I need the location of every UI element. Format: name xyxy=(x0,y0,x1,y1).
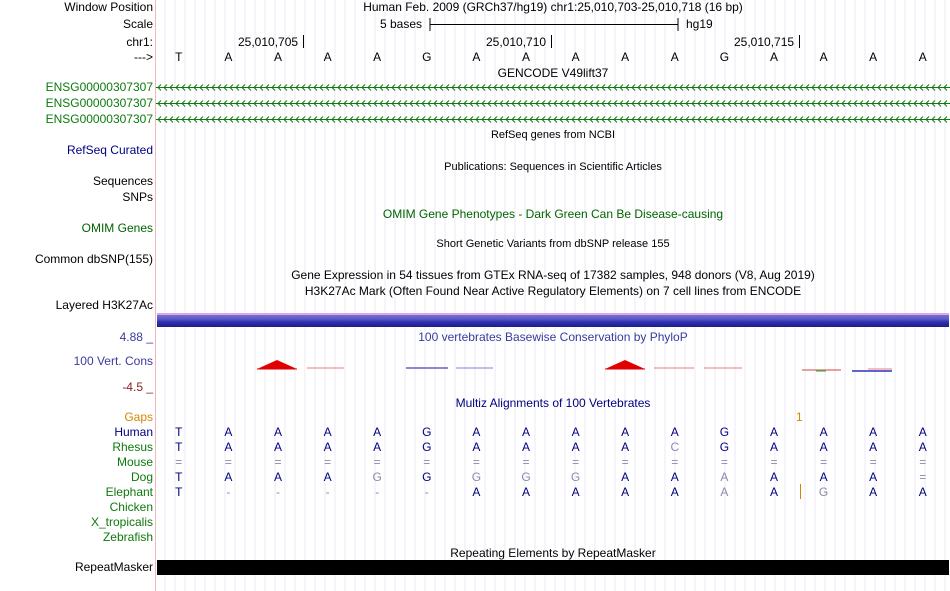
aligned-base: A xyxy=(621,470,630,484)
aligned-base: G xyxy=(422,470,432,484)
gtex-track-title[interactable]: Gene Expression in 54 tissues from GTEx RNA-seq of 17382 samples, 948 donors (V8, Aug 2019) xyxy=(291,268,815,282)
ruler-tick-mark-3 xyxy=(799,35,800,48)
aligned-base: A xyxy=(869,485,878,499)
gencode-gene-feature-3[interactable] xyxy=(156,113,950,126)
aligned-base: - xyxy=(275,485,280,499)
aligned-base: A xyxy=(224,440,233,454)
reference-base: A xyxy=(472,50,481,64)
reference-base: A xyxy=(323,50,332,64)
reference-base: G xyxy=(422,50,432,64)
aligned-base: A xyxy=(323,425,332,439)
aligned-base: A xyxy=(273,425,282,439)
aligned-base: A xyxy=(869,470,878,484)
reference-base: T xyxy=(175,50,183,64)
aligned-base: A xyxy=(819,440,828,454)
aligned-base: A xyxy=(571,425,580,439)
phylop-label[interactable]: 100 Vert. Cons xyxy=(73,354,153,368)
aligned-base: T xyxy=(175,425,183,439)
scale-bases-text: 5 bases xyxy=(380,17,423,31)
reference-base: A xyxy=(769,50,778,64)
aligned-base: = xyxy=(175,455,183,469)
ruler-tick-mark-1 xyxy=(303,35,304,48)
aligned-base: A xyxy=(670,485,679,499)
reference-base: A xyxy=(521,50,530,64)
aligned-base: G xyxy=(372,470,382,484)
window-position-label: Window Position xyxy=(64,0,153,14)
aligned-base: G xyxy=(818,485,829,499)
repeatmasker-track-title[interactable]: Repeating Elements by RepeatMasker xyxy=(450,546,656,560)
aligned-base: T xyxy=(175,470,183,484)
gencode-gene-label-1[interactable]: ENSG00000307307 xyxy=(45,80,153,94)
dbsnp-label[interactable]: Common dbSNP(155) xyxy=(34,252,153,266)
gaps-label[interactable]: Gaps xyxy=(124,410,153,424)
multiz-track-title[interactable]: Multiz Alignments of 100 Vertebrates xyxy=(455,396,651,410)
aligned-base: A xyxy=(472,485,481,499)
aligned-base: A xyxy=(323,440,332,454)
species-label[interactable]: Dog xyxy=(130,470,153,484)
aligned-base: A xyxy=(918,440,927,454)
species-label[interactable]: Mouse xyxy=(116,455,153,469)
aligned-base: A xyxy=(323,470,332,484)
aligned-base: A xyxy=(769,485,778,499)
repeatmasker-label[interactable]: RepeatMasker xyxy=(74,560,153,574)
aligned-base: A xyxy=(521,425,530,439)
reference-base: A xyxy=(571,50,580,64)
aligned-base: = xyxy=(274,455,282,469)
h3k27ac-signal-bar[interactable] xyxy=(157,313,949,327)
gencode-gene-feature-2[interactable] xyxy=(156,97,950,110)
publications-snps-label[interactable]: SNPs xyxy=(122,190,153,204)
aligned-base: G xyxy=(422,425,432,439)
window-position-value[interactable]: Human Feb. 2009 (GRCh37/hg19) chr1:25,010,703-25,010,718 (16 bp) xyxy=(363,0,743,14)
aligned-base: A xyxy=(670,425,679,439)
repeatmasker-element[interactable] xyxy=(157,560,949,575)
aligned-base: = xyxy=(572,455,580,469)
aligned-base: A xyxy=(769,425,778,439)
reference-base: A xyxy=(224,50,233,64)
aligned-base: - xyxy=(226,485,231,499)
aligned-base: A xyxy=(472,425,481,439)
scale-label: Scale xyxy=(122,17,153,31)
reference-base: A xyxy=(621,50,630,64)
species-label[interactable]: Chicken xyxy=(109,500,153,514)
aligned-base: T xyxy=(175,485,183,499)
aligned-base: A xyxy=(769,470,778,484)
reference-base: A xyxy=(670,50,679,64)
dbsnp-track-title[interactable]: Short Genetic Variants from dbSNP release 155 xyxy=(436,238,670,250)
omim-track-title[interactable]: OMIM Gene Phenotypes - Dark Green Can Be Disease-causing xyxy=(382,207,724,221)
aligned-base: G xyxy=(719,425,730,439)
aligned-base: = xyxy=(869,455,877,469)
refseq-track-title[interactable]: RefSeq genes from NCBI xyxy=(490,129,616,141)
ruler-tick-3: 25,010,715 xyxy=(734,35,795,49)
aligned-base: A xyxy=(918,425,927,439)
phylop-min-label: -4.5 _ xyxy=(122,380,153,394)
species-label[interactable]: Rhesus xyxy=(112,440,153,454)
phylop-signal-plot[interactable] xyxy=(156,358,950,376)
aligned-base: = xyxy=(671,455,679,469)
species-label[interactable]: Human xyxy=(114,425,153,439)
gencode-track-title[interactable]: GENCODE V49lift37 xyxy=(497,66,609,80)
aligned-base: A xyxy=(373,425,382,439)
ruler-tick-mark-2 xyxy=(551,35,552,48)
reference-base: G xyxy=(719,50,730,64)
aligned-base: A xyxy=(571,440,580,454)
aligned-base: G xyxy=(719,440,730,454)
aligned-base: A xyxy=(869,440,878,454)
aligned-base: = xyxy=(820,455,828,469)
aligned-base: = xyxy=(919,455,927,469)
gaps-marker: 1 xyxy=(796,410,803,424)
scale-assembly-text: hg19 xyxy=(686,17,713,31)
reference-base: A xyxy=(273,50,282,64)
aligned-base: A xyxy=(918,485,927,499)
aligned-base: A xyxy=(472,440,481,454)
aligned-base: A xyxy=(720,485,729,499)
ruler-tick-2: 25,010,710 xyxy=(486,35,547,49)
publications-track-title[interactable]: Publications: Sequences in Scientific Articles xyxy=(444,161,662,173)
elephant-insertion-marker xyxy=(800,484,801,499)
omim-label[interactable]: OMIM Genes xyxy=(81,221,153,235)
aligned-base: G xyxy=(422,440,432,454)
h3k27ac-label[interactable]: Layered H3K27Ac xyxy=(55,298,153,312)
aligned-base: G xyxy=(471,470,482,484)
scale-bar xyxy=(428,17,680,32)
publications-sequences-label[interactable]: Sequences xyxy=(92,174,153,188)
refseq-label[interactable]: RefSeq Curated xyxy=(66,143,153,157)
aligned-base: A xyxy=(621,425,630,439)
aligned-base: A xyxy=(373,440,382,454)
aligned-base: = xyxy=(423,455,431,469)
species-label[interactable]: Elephant xyxy=(105,485,153,499)
gencode-gene-label-2[interactable]: ENSG00000307307 xyxy=(45,96,153,110)
aligned-base: = xyxy=(224,455,232,469)
aligned-base: A xyxy=(521,440,530,454)
aligned-base: = xyxy=(621,455,629,469)
aligned-base: A xyxy=(521,485,530,499)
aligned-base: A xyxy=(273,470,282,484)
aligned-base: A xyxy=(869,425,878,439)
chrom-label: chr1: xyxy=(126,35,153,49)
aligned-base: A xyxy=(224,470,233,484)
reference-base: A xyxy=(869,50,878,64)
aligned-base: = xyxy=(522,455,530,469)
aligned-base: = xyxy=(919,470,927,484)
aligned-base: - xyxy=(325,485,330,499)
aligned-base: A xyxy=(621,440,630,454)
aligned-base: = xyxy=(472,455,480,469)
reference-base: A xyxy=(918,50,927,64)
aligned-base: A xyxy=(769,440,778,454)
aligned-base: A xyxy=(819,425,828,439)
aligned-base: C xyxy=(670,440,680,454)
aligned-base: = xyxy=(720,455,728,469)
aligned-base: = xyxy=(373,455,381,469)
aligned-base: A xyxy=(819,470,828,484)
aligned-base: - xyxy=(375,485,380,499)
aligned-base: = xyxy=(324,455,332,469)
phylop-max-label: 4.88 _ xyxy=(119,330,153,344)
species-label[interactable]: Zebrafish xyxy=(102,530,153,544)
phylop-track-title[interactable]: 100 vertebrates Basewise Conservation by PhyloP xyxy=(418,330,688,344)
h3k27ac-track-title[interactable]: H3K27Ac Mark (Often Found Near Active Regulatory Elements) on 7 cell lines from ENCODE xyxy=(304,284,802,298)
gencode-gene-label-3[interactable]: ENSG00000307307 xyxy=(45,112,153,126)
species-label[interactable]: X_tropicalis xyxy=(90,515,153,529)
aligned-base: T xyxy=(175,440,183,454)
gencode-gene-feature-1[interactable] xyxy=(156,81,950,94)
aligned-base: A xyxy=(273,440,282,454)
aligned-base: G xyxy=(570,470,581,484)
ruler-tick-1: 25,010,705 xyxy=(238,35,299,49)
aligned-base: A xyxy=(670,470,679,484)
strand-label: ---> xyxy=(134,50,153,64)
aligned-base: A xyxy=(720,470,729,484)
aligned-base: A xyxy=(621,485,630,499)
reference-base: A xyxy=(373,50,382,64)
reference-base: A xyxy=(819,50,828,64)
aligned-base: - xyxy=(424,485,429,499)
aligned-base: A xyxy=(224,425,233,439)
aligned-base: A xyxy=(571,485,580,499)
aligned-base: G xyxy=(521,470,531,484)
aligned-base: = xyxy=(770,455,778,469)
